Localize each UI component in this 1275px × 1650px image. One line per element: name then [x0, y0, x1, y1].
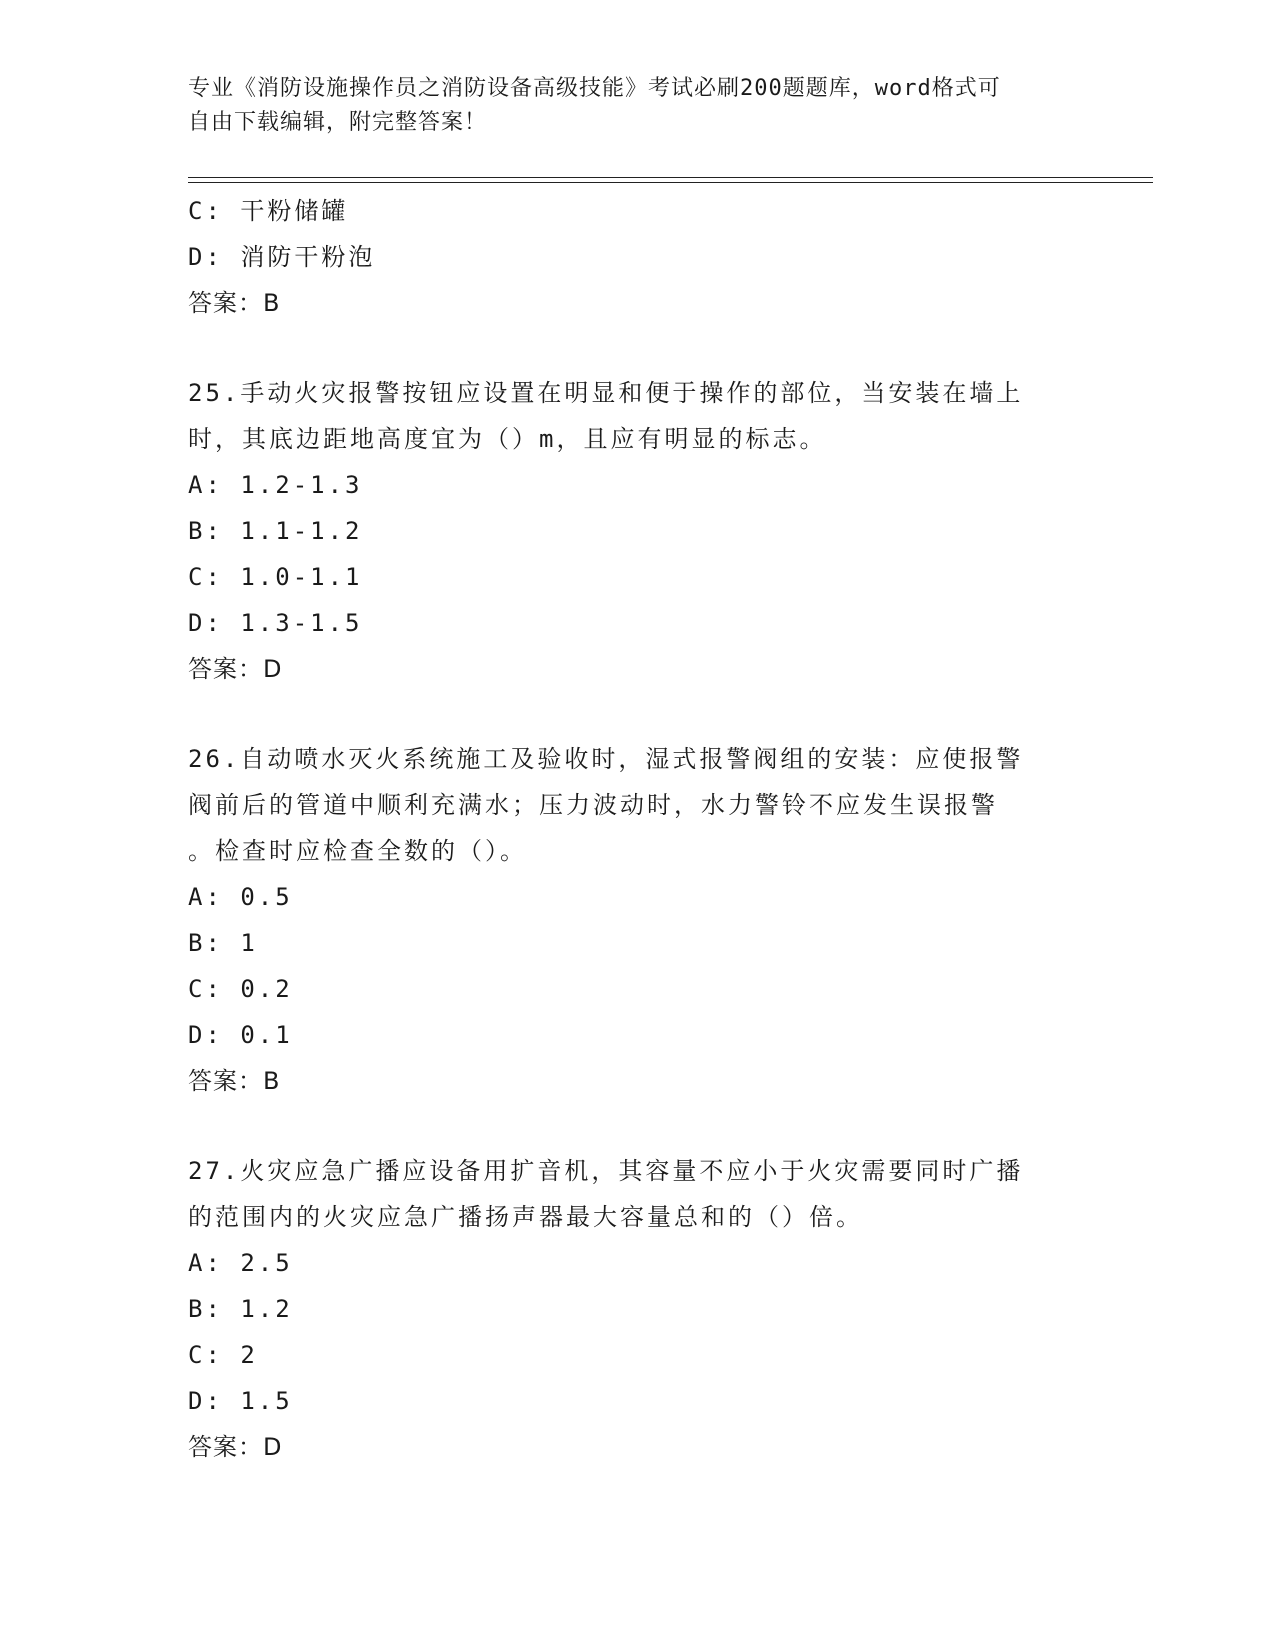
question-text-line: 26.自动喷水灭火系统施工及验收时，湿式报警阀组的安装：应使报警 [188, 745, 1024, 773]
spacer [188, 692, 1088, 736]
question-text-line: 25.手动火灾报警按钮应设置在明显和便于操作的部位，当安装在墙上 [188, 379, 1024, 407]
option-c: C: 干粉储罐 [188, 197, 349, 225]
option-d: D: 消防干粉泡 [188, 243, 376, 271]
header-divider-bottom [188, 182, 1153, 183]
option-b: B: 1 [188, 929, 258, 957]
answer-line: 答案：B [188, 1067, 281, 1095]
question-text-line: 阀前后的管道中顺利充满水；压力波动时，水力警铃不应发生误报警 [188, 791, 998, 819]
answer-line: 答案：D [188, 655, 283, 683]
option-b: B: 1.1-1.2 [188, 517, 363, 545]
option-d: D: 0.1 [188, 1021, 293, 1049]
question-block-26 [188, 736, 1088, 1104]
option-c: C: 2 [188, 1341, 258, 1369]
header-title-line-2: 自由下载编辑，附完整答案！ [188, 110, 488, 135]
question-list [188, 188, 1088, 1470]
question-text-line: 。检查时应检查全数的（）。 [188, 837, 527, 865]
option-d: D: 1.5 [188, 1387, 293, 1415]
question-block-27 [188, 1148, 1088, 1470]
answer-line: 答案：B [188, 289, 281, 317]
option-a: A: 0.5 [188, 883, 293, 911]
option-a: A: 2.5 [188, 1249, 293, 1277]
option-b: B: 1.2 [188, 1295, 293, 1323]
header-divider-top [188, 177, 1153, 178]
question-block-25 [188, 370, 1088, 692]
option-a: A: 1.2-1.3 [188, 471, 363, 499]
option-c: C: 0.2 [188, 975, 293, 1003]
option-c: C: 1.0-1.1 [188, 563, 363, 591]
answer-line: 答案：D [188, 1433, 283, 1461]
option-d: D: 1.3-1.5 [188, 609, 363, 637]
question-text-line: 的范围内的火灾应急广播扬声器最大容量总和的（）倍。 [188, 1203, 863, 1231]
question-text-line: 时，其底边距地高度宜为（）m，且应有明显的标志。 [188, 425, 827, 453]
spacer [188, 1104, 1088, 1148]
question-text-line: 27.火灾应急广播应设备用扩音机，其容量不应小于火灾需要同时广播 [188, 1157, 1024, 1185]
question-block-24 [188, 188, 1088, 326]
page-header [188, 72, 1068, 140]
spacer [188, 326, 1088, 370]
header-title-line-1: 专业《消防设施操作员之消防设备高级技能》考试必刷200题题库，word格式可 [188, 76, 1001, 101]
